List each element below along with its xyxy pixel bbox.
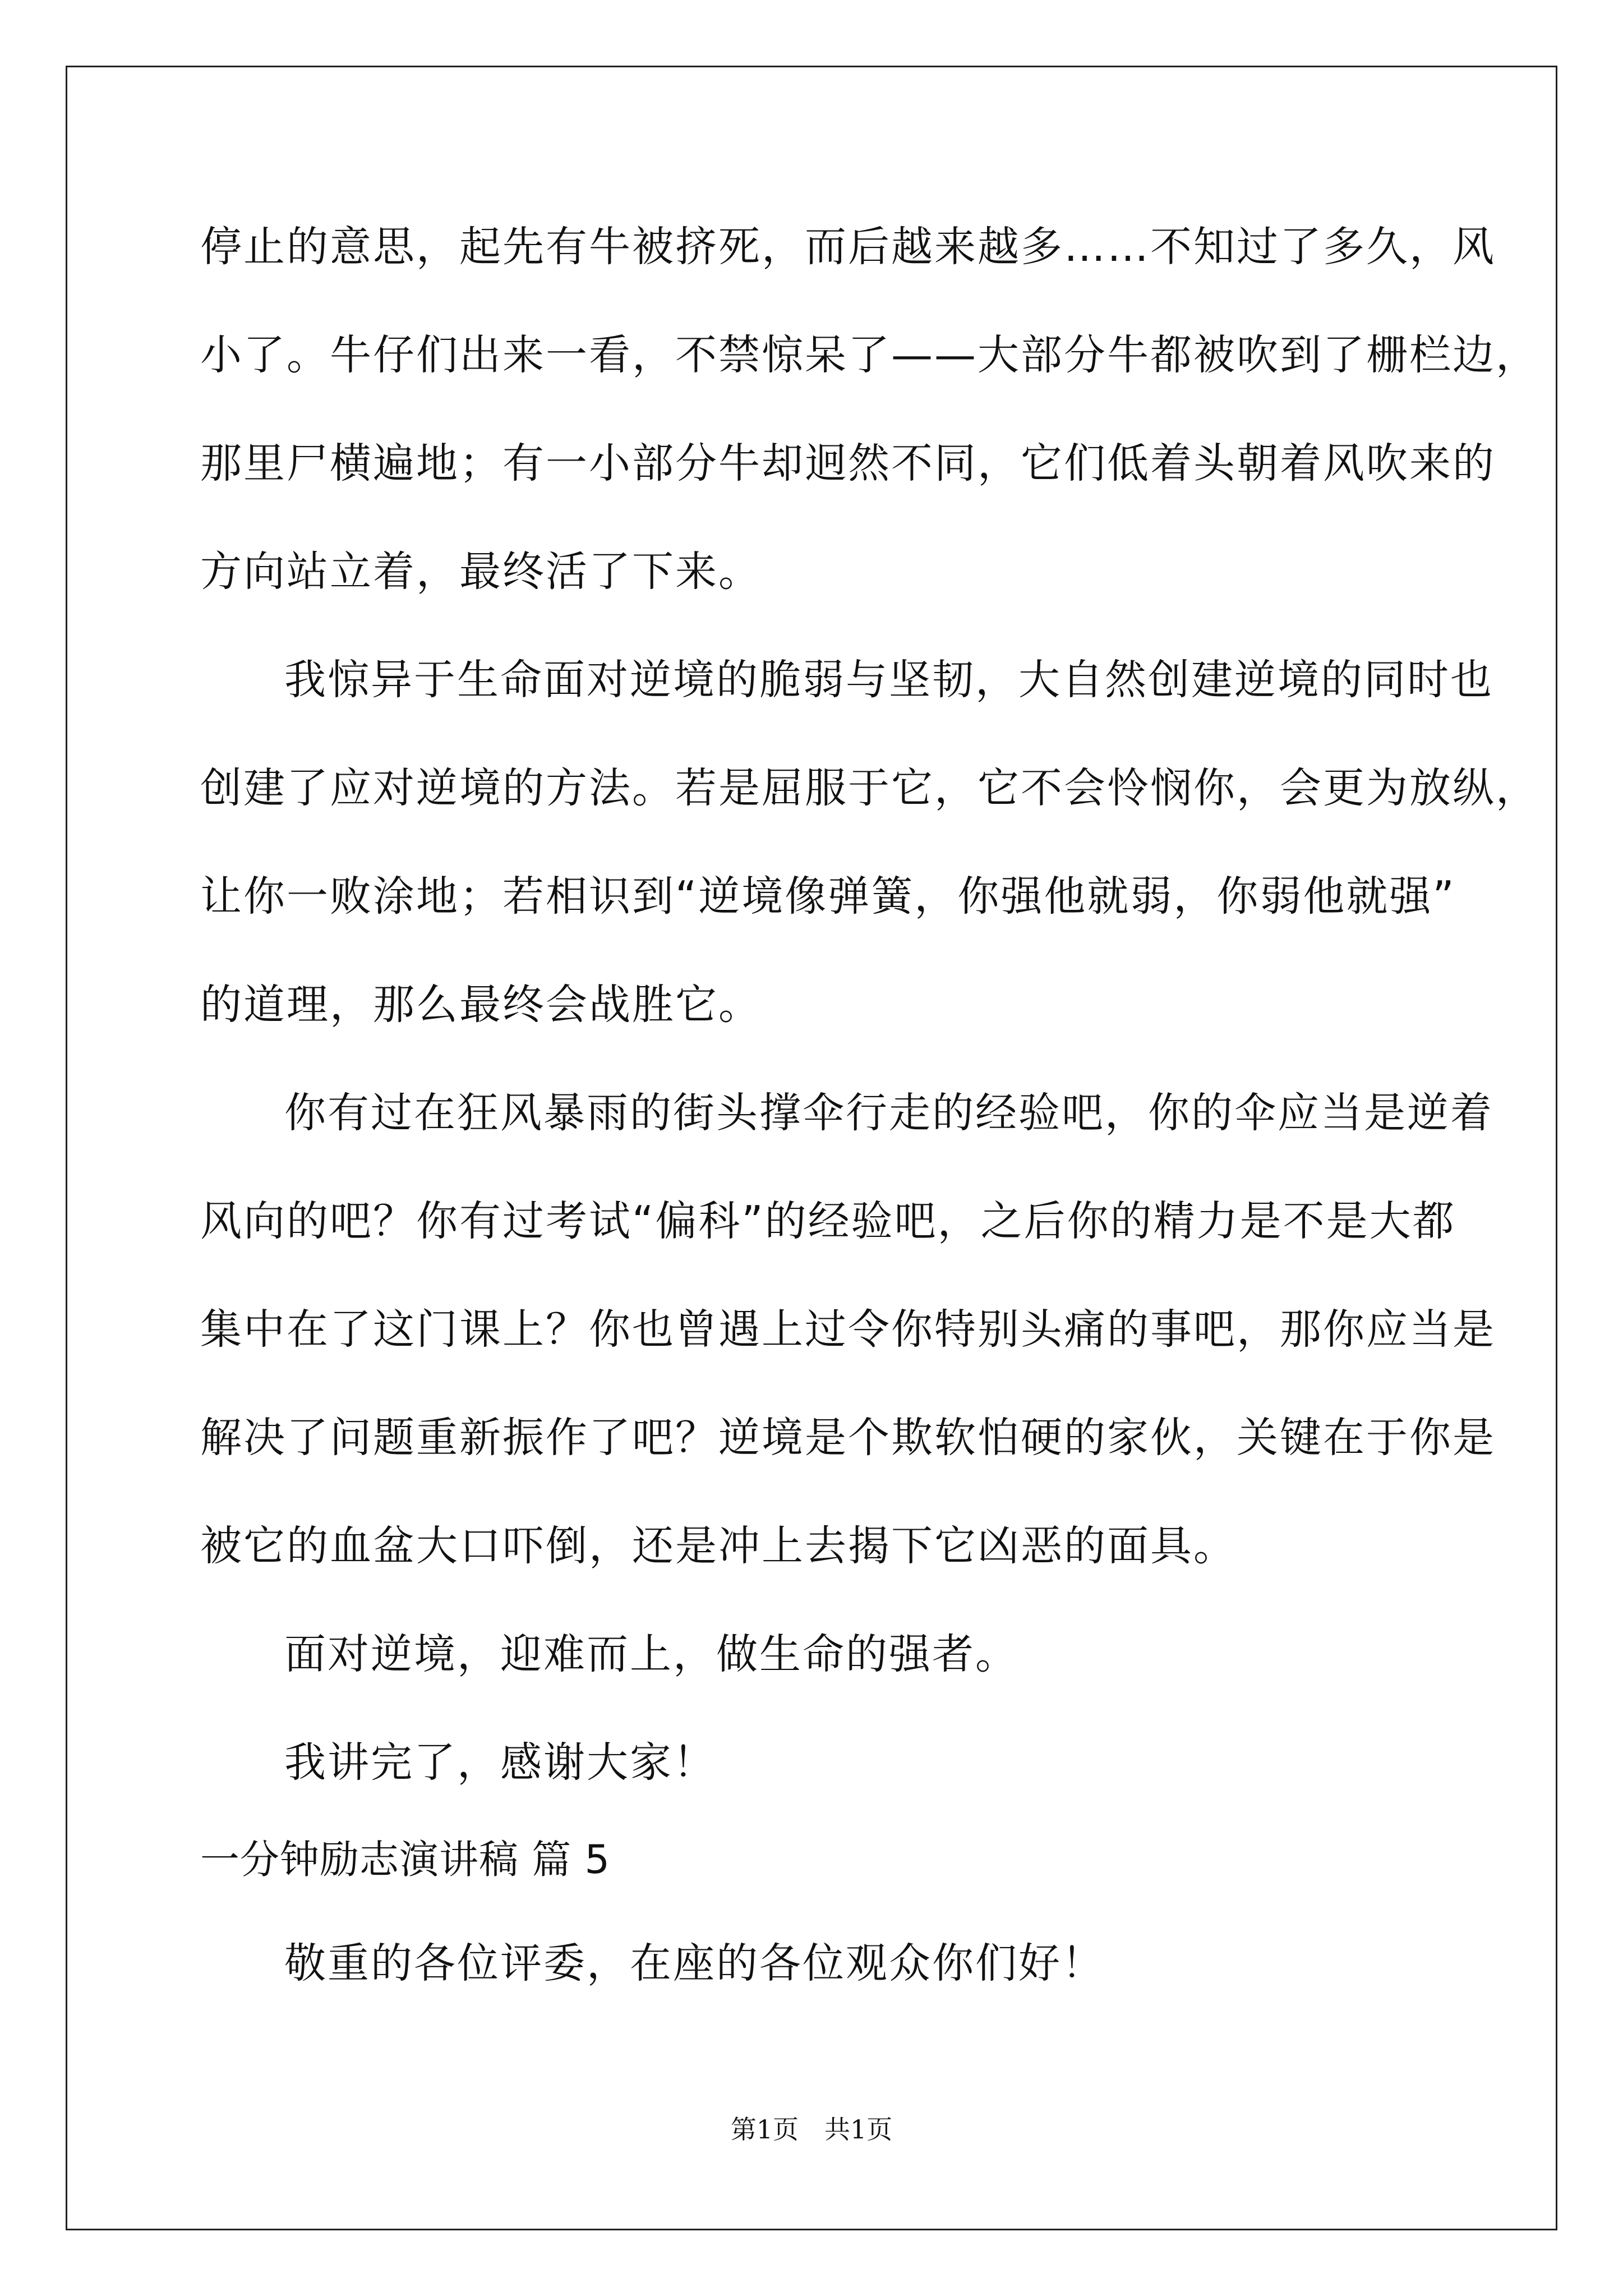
paragraph-line: 创建了应对逆境的方法。若是屈服于它，它不会怜悯你，会更为放纵， bbox=[200, 764, 1539, 812]
section-heading: 一分钟励志演讲稿 篇 5 bbox=[200, 1837, 611, 1883]
paragraph-line: 我惊异于生命面对逆境的脆弱与坚韧，大自然创建逆境的同时也 bbox=[284, 656, 1493, 704]
paragraph-line: 的道理，那么最终会战胜它。 bbox=[200, 981, 762, 1029]
paragraph-line: 你有过在狂风暴雨的街头撑伞行走的经验吧，你的伞应当是逆着 bbox=[284, 1089, 1493, 1137]
page-footer: 第1页 共1页 bbox=[730, 2114, 893, 2145]
paragraph-line: 被它的血盆大口吓倒，还是冲上去揭下它凶恶的面具。 bbox=[200, 1522, 1237, 1570]
paragraph-line: 方向站立着，最终活了下来。 bbox=[200, 547, 762, 596]
paragraph-line: 风向的吧？你有过考试“偏科”的经验吧，之后你的精力是不是大都 bbox=[200, 1197, 1456, 1245]
paragraph-line: 敬重的各位评委，在座的各位观众你们好！ bbox=[284, 1939, 1105, 1987]
paragraph-line: 停止的意思，起先有牛被挤死，而后越来越多……不知过了多久，风 bbox=[200, 223, 1496, 271]
paragraph-line: 解决了问题重新振作了吧？逆境是个欺软怕硬的家伙，关键在于你是 bbox=[200, 1414, 1496, 1462]
paragraph-line: 那里尸横遍地；有一小部分牛却迥然不同，它们低着头朝着风吹来的 bbox=[200, 439, 1496, 487]
paragraph-line: 面对逆境，迎难而上，做生命的强者。 bbox=[284, 1630, 1018, 1678]
paragraph-line: 集中在了这门课上？你也曾遇上过令你特别头痛的事吧，那你应当是 bbox=[200, 1305, 1496, 1354]
paragraph-line: 小了。牛仔们出来一看，不禁惊呆了——大部分牛都被吹到了栅栏边， bbox=[200, 331, 1539, 379]
paragraph-line: 我讲完了，感谢大家！ bbox=[284, 1738, 716, 1787]
paragraph-line: 让你一败涂地；若相识到“逆境像弹簧，你强他就弱，你弱他就强” bbox=[200, 872, 1456, 921]
page-border bbox=[66, 66, 1557, 2230]
